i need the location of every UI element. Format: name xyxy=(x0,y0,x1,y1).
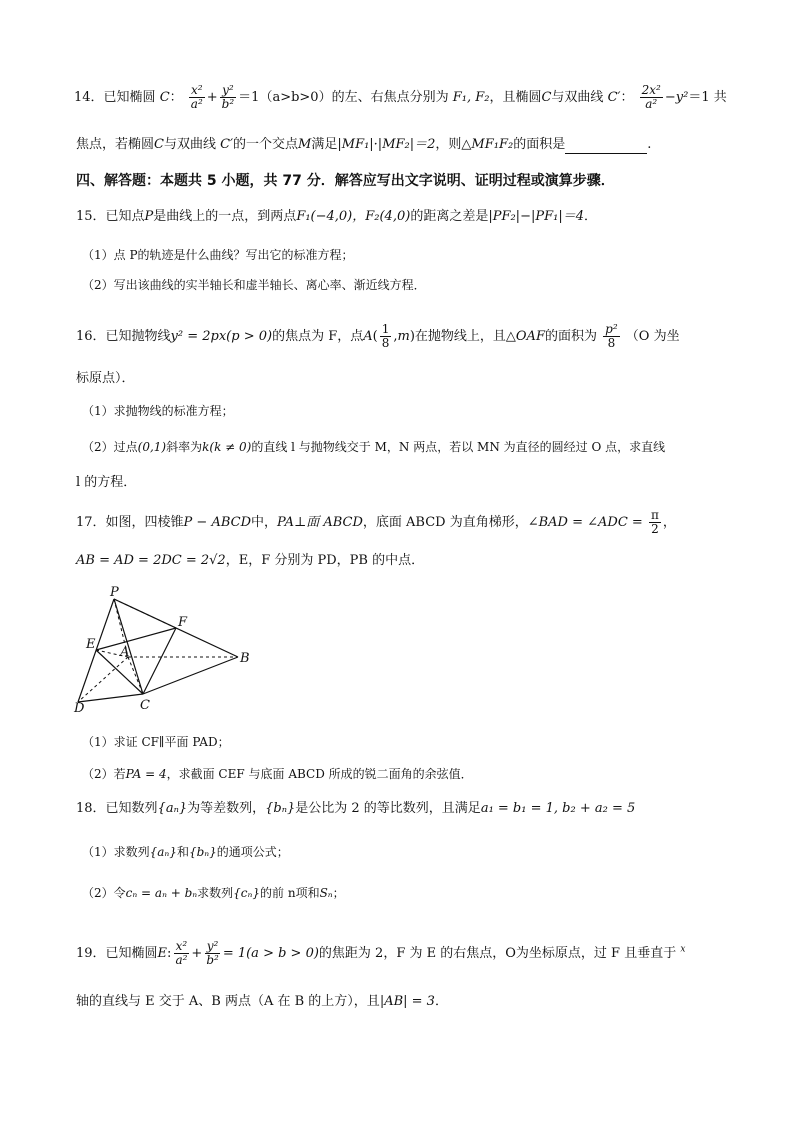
q18-s1b: 和 xyxy=(176,845,189,859)
edge-CB xyxy=(143,657,238,694)
edge-DC xyxy=(78,694,143,702)
q17-l2b: ，E，F 分别为 PD，PB 的中点． xyxy=(225,553,425,568)
frac-x2-a2: $\frac{\text{x²}}{\text{a²}}$ xyxy=(190,83,203,111)
q18-bn: {bₙ} xyxy=(265,801,296,816)
q14-c3: C xyxy=(154,137,164,152)
q14-line1: 14．已知椭圆 C： $\frac{\text{x²}}{\text{a²}}$ + $\frac{\text{y²}}{\text{b²}}$ ＝1（a>b>0）的左、右焦点分别为 F₁, F₂，且椭圆C与双曲线 C′： $\frac{\text{2x²}}{\text{a²}}$ −y²＝1 共 xyxy=(74,83,727,111)
q14-text: 已知椭圆 xyxy=(103,90,156,105)
frac-2x2-a2: $\frac{\text{2x²}}{\text{a²}}$ xyxy=(641,83,661,111)
label-C: C xyxy=(140,698,150,713)
pyramid-figure xyxy=(70,584,270,714)
q19-l1b: 的焦距为 2， xyxy=(318,946,397,961)
q14-number: 14． xyxy=(74,90,104,105)
q16-l1c: 在抛物线上，且 xyxy=(414,329,506,344)
q17-l1b: 中， xyxy=(251,515,278,530)
frac-y2-b2-q19: $\frac{\text{y²}}{\text{b²}}$ xyxy=(206,939,219,967)
frac-pi-2: $\frac{\pi}{2}$ xyxy=(650,508,659,536)
edge-EF xyxy=(96,628,176,650)
q14-l2b: 与双曲线 xyxy=(163,137,216,152)
q15-end: ． xyxy=(583,209,597,224)
q15-pts: F₁(−4,0)，F₂(4,0) xyxy=(296,209,411,224)
section-4-heading: 四、解答题：本题共 5 小题，共 77 分．解答应写出文字说明、证明过程或演算步骤． xyxy=(76,173,615,189)
label-A: A xyxy=(120,645,130,660)
q17-pyr: P − ABCD xyxy=(183,515,252,530)
label-P: P xyxy=(110,585,119,600)
q18-bn2: {bₙ} xyxy=(188,845,217,859)
answer-blank xyxy=(565,139,647,154)
q14-l2c: 的一个交点 xyxy=(233,137,299,152)
q18-l1b: 为等差数列， xyxy=(187,801,266,816)
q18-l1c: 是公比为 2 的等比数列，且满足 xyxy=(295,801,481,816)
q16-k: k(k ≠ 0) xyxy=(202,440,252,454)
q19-ab: |AB| = 3 xyxy=(379,994,435,1009)
q16-line1: 16．已知抛物线y² = 2px(p > 0)的焦点为 F，点A( $\frac{1}{8}$ ,m)在抛物线上，且△OAF的面积为 $\frac{\text{p²}}{8}$ （O 为坐 xyxy=(76,322,680,350)
q14-c: C xyxy=(159,90,170,105)
q19-line1: 19．已知椭圆E: $\frac{\text{x²}}{\text{a²}}$ + $\frac{\text{y²}}{\text{b²}}$ = 1(a > b > 0)的焦距为 2，F 为 E 的右焦点，O为坐标原点，过 F 且垂直于 $^x$ xyxy=(76,939,686,967)
q19-line2 xyxy=(76,993,448,1011)
q14-cond2: |MF₁|·|MF₂|＝2 xyxy=(337,137,436,152)
q17-pa: PA = 4 xyxy=(125,767,167,781)
q16-l1b: 的焦点为 F，点 xyxy=(272,329,364,344)
q14-l2a: 焦点，若椭圆 xyxy=(76,137,155,152)
q18-sn: Sₙ xyxy=(319,886,333,900)
label-E: E xyxy=(86,637,96,652)
q18-cond: a₁ = b₁ = 1, b₂ + a₂ = 5 xyxy=(480,801,636,816)
q15-sub1: （1）点 P的轨迹是什么曲线？写出它的标准方程； xyxy=(82,248,354,262)
frac-p2-8: $\frac{\text{p²}}{8}$ xyxy=(605,322,618,350)
q14-l2d: 满足 xyxy=(311,137,338,152)
q18-s2c: 的前 n项和 xyxy=(260,886,320,900)
q17-l2a: AB = AD = 2DC = 2√2 xyxy=(76,553,226,568)
q18-l1a: 18．已知数列 xyxy=(76,801,158,816)
label-F: F xyxy=(178,615,188,630)
q17-s2b: ，求截面 CEF 与底面 ABCD 所成的锐二面角的余弦值． xyxy=(166,767,473,781)
q16-line2: 标原点）． xyxy=(76,371,135,386)
q16-sub2 xyxy=(82,438,665,456)
q16-tri: △OAF xyxy=(505,329,545,344)
q18-an2: {aₙ} xyxy=(149,845,177,859)
q15-p: P xyxy=(144,209,154,224)
q14-tail: ＝1 共 xyxy=(688,90,727,105)
q14-text2: ，且椭圆 xyxy=(489,90,542,105)
q17-line1 xyxy=(76,509,676,536)
q14-foci: F₁, F₂ xyxy=(452,90,490,105)
q16-line-last: l 的方程． xyxy=(76,475,137,490)
q17-ang: ∠BAD = ∠ADC = xyxy=(527,515,643,530)
q15-diff: |PF₂|−|PF₁|＝4 xyxy=(488,209,584,224)
q19-l2: 轴的直线与 E 交于 A、B 两点（A 在 B 的上方），且 xyxy=(76,994,380,1009)
label-B: B xyxy=(240,651,250,666)
q14-l2f: 的面积是 xyxy=(513,137,566,152)
q19-l1c: F 为 E 的右焦点， xyxy=(396,946,506,961)
q19-x: x xyxy=(680,944,686,955)
q19-l1d: O为坐标原点，过 F 且垂直于 xyxy=(505,946,677,961)
q18-an: {aₙ} xyxy=(157,801,188,816)
q17-perp: PA⊥面 ABCD xyxy=(277,515,363,530)
q18-s2b: 求数列 xyxy=(197,886,234,900)
q19-cond: = 1(a > b > 0) xyxy=(222,946,319,961)
q17-l1c: ，底面 ABCD 为直角梯形， xyxy=(362,515,528,530)
q15-line1 xyxy=(76,208,597,226)
q16-s2c: 的直线 l 与抛物线交于 M，N 两点，若以 MN 为直径的圆经过 O 点，求直线 xyxy=(251,440,666,454)
q16-pt: (0,1) xyxy=(137,440,167,454)
q17-sub1: （1）求证 CF∥平面 PAD； xyxy=(82,735,230,749)
q15-l1b: 是曲线上的一点，到两点 xyxy=(153,209,297,224)
q15-sub2: （2）写出该曲线的实半轴长和虚半轴长、离心率、渐近线方程． xyxy=(82,278,426,292)
q15-l1a: 15．已知点 xyxy=(76,209,145,224)
frac-x2-a2-q19: $\frac{\text{x²}}{\text{a²}}$ xyxy=(175,939,188,967)
edge-FC xyxy=(143,628,176,694)
q14-line2 xyxy=(76,136,651,154)
q18-sub1 xyxy=(82,843,289,861)
q14-l2e: ，则 xyxy=(435,137,462,152)
q16-l1a: 16．已知抛物线 xyxy=(76,329,171,344)
q16-sub1: （1）求抛物线的标准方程； xyxy=(82,404,234,418)
q18-line1 xyxy=(76,800,635,818)
q16-eq: y² = 2px(p > 0) xyxy=(170,329,273,344)
q14-tri: △MF₁F₂ xyxy=(461,137,514,152)
q17-line2 xyxy=(76,552,424,570)
q17-s2a: （2）若 xyxy=(82,767,126,781)
q14-cprime: C′ xyxy=(607,90,621,105)
q16-a: A xyxy=(363,329,373,344)
q16-l1e: （O 为坐 xyxy=(625,329,680,344)
q19-l1a: 19．已知椭圆 xyxy=(76,946,158,961)
q14-cprime2: C′ xyxy=(220,137,234,152)
frac-y2-b2: $\frac{\text{y²}}{\text{b²}}$ xyxy=(221,83,235,111)
q16-s2a: （2）过点 xyxy=(82,440,138,454)
frac-1-8: $\frac{1}{8}$ xyxy=(381,322,390,350)
label-D: D xyxy=(74,701,85,714)
q19-end: ． xyxy=(434,994,448,1009)
q14-cond: ＝1（a>b>0）的左、右焦点分别为 xyxy=(238,90,449,105)
q14-c2: C xyxy=(541,90,552,105)
q14-m: M xyxy=(298,137,312,152)
q17-sub2 xyxy=(82,765,473,783)
q16-l1d: 的面积为 xyxy=(544,329,597,344)
q19-e: E xyxy=(157,946,168,961)
q18-s2a: （2）令 xyxy=(82,886,126,900)
q17-l1d: ， xyxy=(662,515,676,530)
q18-cseq: {cₙ} xyxy=(233,886,261,900)
q17-l1a: 17．如图，四棱锥 xyxy=(76,515,184,530)
q14-mid: 与双曲线 xyxy=(551,90,604,105)
q15-l1c: 的距离之差是 xyxy=(410,209,489,224)
q18-s1c: 的通项公式； xyxy=(216,845,289,859)
q18-cn: cₙ = aₙ + bₙ xyxy=(125,886,198,900)
q18-s1a: （1）求数列 xyxy=(82,845,150,859)
q14-end: . xyxy=(647,137,652,152)
q18-s2d: ； xyxy=(332,886,345,900)
q18-sub2 xyxy=(82,884,345,902)
q16-s2b: 斜率为 xyxy=(166,440,203,454)
